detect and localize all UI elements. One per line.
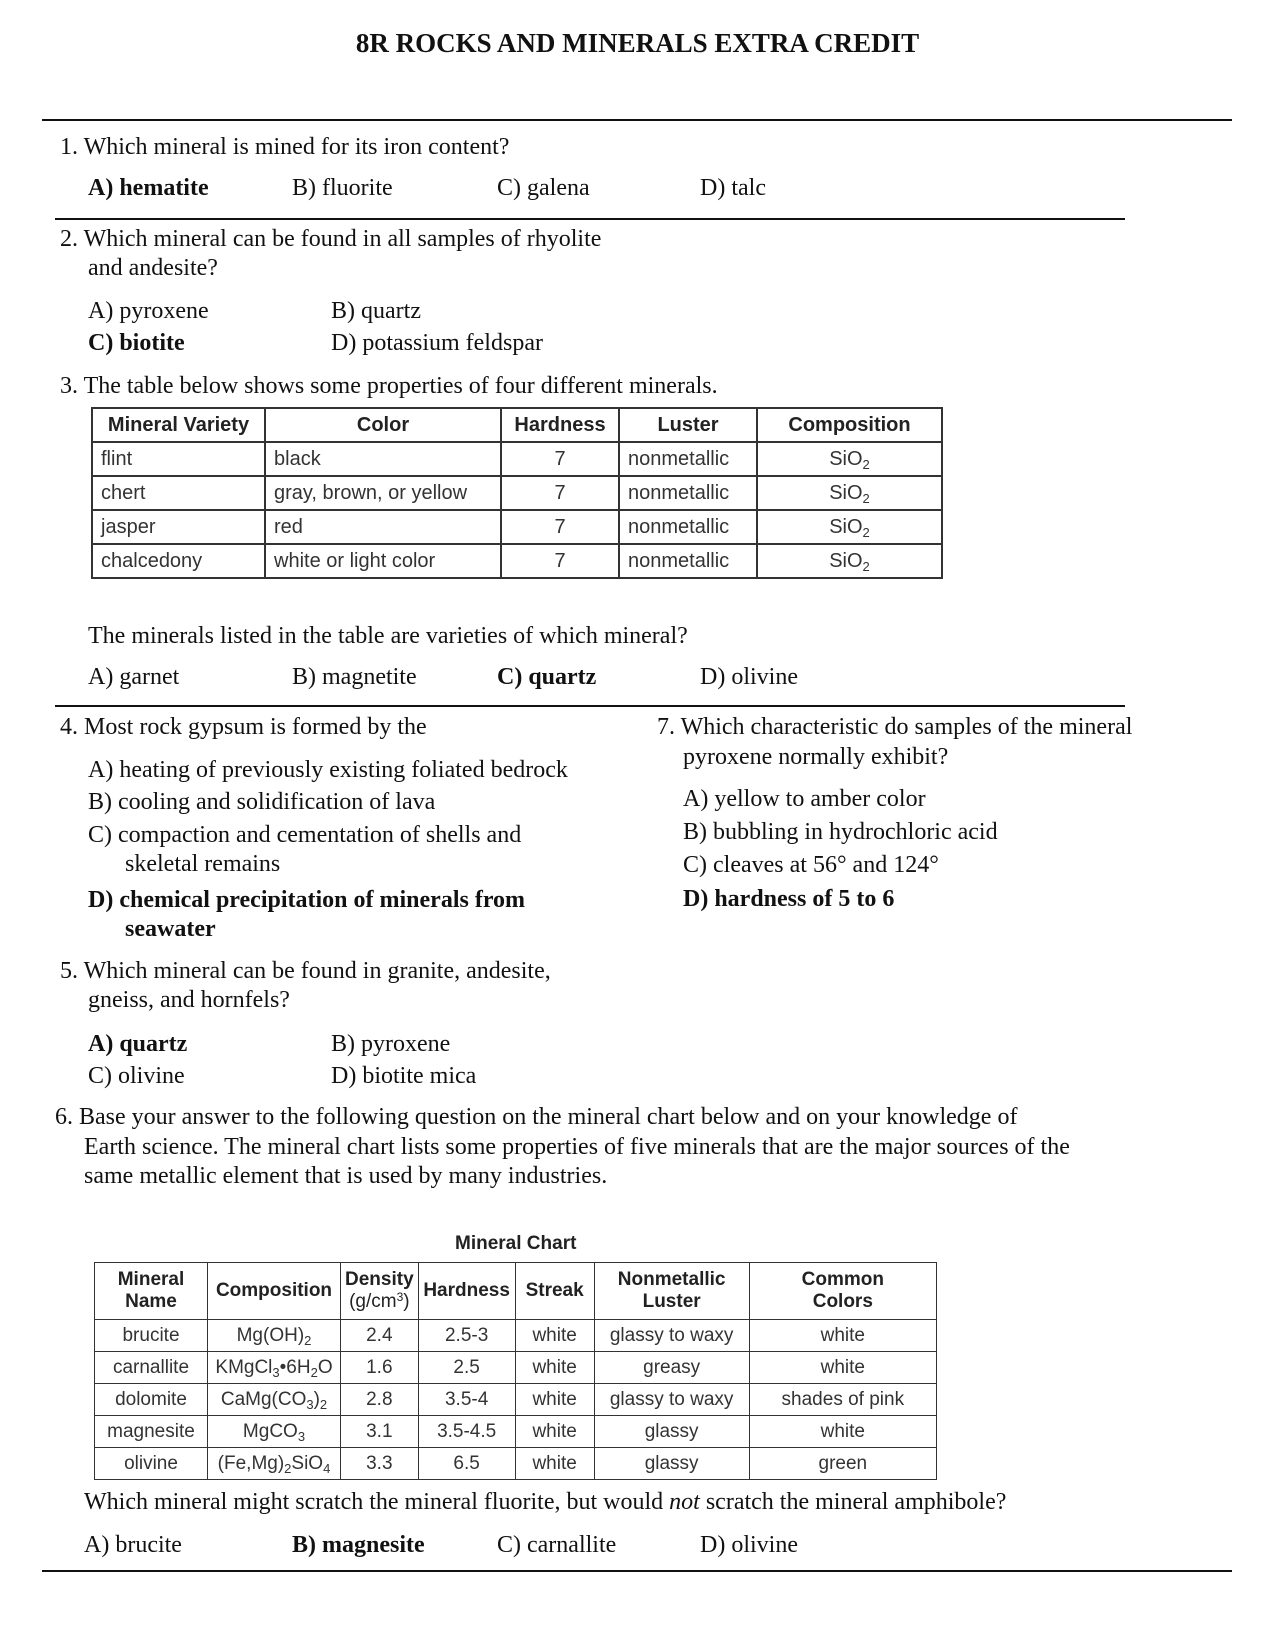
table-cell: SiO$_2$ bbox=[757, 442, 942, 476]
table-cell: black bbox=[265, 442, 501, 476]
table-cell: green bbox=[749, 1448, 936, 1480]
question-6-stem-line1: 6. Base your answer to the following question on the mineral chart below and on your knowledge of bbox=[55, 1104, 1018, 1130]
table-cell: 7 bbox=[501, 476, 619, 510]
table-header-row bbox=[92, 408, 942, 442]
table-cell: $Mg(OH)_2$ bbox=[208, 1320, 341, 1352]
followup-emphasis: not bbox=[669, 1489, 700, 1515]
table-cell: nonmetallic bbox=[619, 476, 757, 510]
table-cell: $(Fe,Mg)_2SiO_4$ bbox=[208, 1448, 341, 1480]
column-header: Mineral Variety bbox=[92, 408, 265, 442]
column-header: Composition bbox=[757, 408, 942, 442]
table-cell: glassy to waxy bbox=[594, 1384, 749, 1416]
q7-option-c[interactable]: C) cleaves at 56° and 124° bbox=[683, 852, 939, 878]
table-cell: $CaMg(CO_3)_2$ bbox=[208, 1384, 341, 1416]
table-cell: 3.5-4 bbox=[418, 1384, 515, 1416]
table-cell: white bbox=[749, 1352, 936, 1384]
table-cell: 7 bbox=[501, 442, 619, 476]
table-cell: white bbox=[749, 1320, 936, 1352]
q3-option-a[interactable]: A) garnet bbox=[88, 664, 180, 690]
table-header-row bbox=[95, 1263, 937, 1320]
q4-option-c-cont: skeletal remains bbox=[125, 851, 281, 877]
question-2-stem-line1: 2. Which mineral can be found in all samples of rhyolite bbox=[60, 226, 602, 252]
question-1-stem: 1. Which mineral is mined for its iron content? bbox=[60, 134, 510, 160]
table-cell: nonmetallic bbox=[619, 544, 757, 578]
column-header: Streak bbox=[515, 1263, 594, 1320]
table-cell: 2.8 bbox=[341, 1384, 419, 1416]
column-header: Color bbox=[265, 408, 501, 442]
table-cell: 3.1 bbox=[341, 1416, 419, 1448]
q4-option-d[interactable]: D) chemical precipitation of minerals from bbox=[88, 887, 526, 913]
table-cell: MgCO$_3$ bbox=[208, 1416, 341, 1448]
column-header: Nonmetallic Luster bbox=[594, 1263, 749, 1320]
table-cell: 1.6 bbox=[341, 1352, 419, 1384]
mineral-varieties-table bbox=[91, 407, 943, 579]
table-cell: olivine bbox=[95, 1448, 208, 1480]
q7-option-b[interactable]: B) bubbling in hydrochloric acid bbox=[683, 819, 998, 845]
q5-option-c[interactable]: C) olivine bbox=[88, 1063, 185, 1089]
table-cell: carnallite bbox=[95, 1352, 208, 1384]
question-4-stem: 4. Most rock gypsum is formed by the bbox=[60, 714, 427, 740]
table-cell: greasy bbox=[594, 1352, 749, 1384]
q1-option-a[interactable]: A) hematite bbox=[88, 175, 209, 201]
followup-text-b: scratch the mineral amphibole? bbox=[705, 1489, 1007, 1515]
column-header: Luster bbox=[619, 408, 757, 442]
q7-option-d[interactable]: D) hardness of 5 to 6 bbox=[683, 886, 895, 912]
table-cell: 3.5-4.5 bbox=[418, 1416, 515, 1448]
table-cell: white or light color bbox=[265, 544, 501, 578]
divider bbox=[55, 705, 1125, 707]
q2-option-d[interactable]: D) potassium feldspar bbox=[331, 330, 543, 356]
table-cell: nonmetallic bbox=[619, 510, 757, 544]
table-cell: gray, brown, or yellow bbox=[265, 476, 501, 510]
table-cell: SiO$_2$ bbox=[757, 510, 942, 544]
column-header: Hardness bbox=[418, 1263, 515, 1320]
q6-option-c[interactable]: C) carnallite bbox=[497, 1532, 617, 1558]
table-cell: $KMgCl_3•6H_2O$ bbox=[208, 1352, 341, 1384]
q3-option-d[interactable]: D) olivine bbox=[700, 664, 798, 690]
q3-option-b[interactable]: B) magnetite bbox=[292, 664, 417, 690]
column-header: Composition bbox=[208, 1263, 341, 1320]
table-cell: red bbox=[265, 510, 501, 544]
question-7-stem-line1: 7. Which characteristic do samples of the mineral bbox=[657, 714, 1133, 740]
column-header: Hardness bbox=[501, 408, 619, 442]
table-cell: 3.3 bbox=[341, 1448, 419, 1480]
table-cell: glassy bbox=[594, 1416, 749, 1448]
table-row bbox=[95, 1352, 937, 1384]
table-cell: glassy to waxy bbox=[594, 1320, 749, 1352]
q7-option-a[interactable]: A) yellow to amber color bbox=[683, 786, 926, 812]
page-title: 8R ROCKS AND MINERALS EXTRA CREDIT bbox=[355, 28, 920, 58]
table-cell: SiO$_2$ bbox=[757, 476, 942, 510]
q4-option-a[interactable]: A) heating of previously existing foliated bedrock bbox=[88, 757, 568, 783]
q4-option-d-cont: seawater bbox=[125, 916, 216, 942]
divider bbox=[42, 1570, 1232, 1572]
question-3-followup: The minerals listed in the table are varieties of which mineral? bbox=[88, 623, 688, 649]
q1-option-c[interactable]: C) galena bbox=[497, 175, 590, 201]
table-row bbox=[92, 510, 942, 544]
table-cell: 2.4 bbox=[341, 1320, 419, 1352]
question-6-stem-line2: Earth science. The mineral chart lists some properties of five minerals that are the major sources of the bbox=[84, 1134, 1070, 1160]
followup-text-a: Which mineral might scratch the mineral fluorite, but would bbox=[84, 1489, 664, 1515]
table-row bbox=[95, 1384, 937, 1416]
table-cell: white bbox=[515, 1384, 594, 1416]
column-header: Common Colors bbox=[749, 1263, 936, 1320]
table-cell: SiO$_2$ bbox=[757, 544, 942, 578]
table-cell: brucite bbox=[95, 1320, 208, 1352]
q4-option-c[interactable]: C) compaction and cementation of shells and bbox=[88, 822, 522, 848]
table-cell: shades of pink bbox=[749, 1384, 936, 1416]
q5-option-a[interactable]: A) quartz bbox=[88, 1031, 188, 1057]
q5-option-b[interactable]: B) pyroxene bbox=[331, 1031, 451, 1057]
table-cell: jasper bbox=[92, 510, 265, 544]
table-cell: white bbox=[515, 1320, 594, 1352]
q1-option-b[interactable]: B) fluorite bbox=[292, 175, 393, 201]
q5-option-d[interactable]: D) biotite mica bbox=[331, 1063, 477, 1089]
q2-option-a[interactable]: A) pyroxene bbox=[88, 298, 209, 324]
question-2-stem-line2: and andesite? bbox=[88, 255, 218, 281]
column-header: Density $(g/cm^3)$ bbox=[341, 1263, 419, 1320]
table-cell: 2.5 bbox=[418, 1352, 515, 1384]
chart-title: Mineral Chart bbox=[455, 1233, 577, 1254]
question-5-stem-line1: 5. Which mineral can be found in granite, andesite, bbox=[60, 958, 551, 984]
table-cell: white bbox=[749, 1416, 936, 1448]
question-5-stem-line2: gneiss, and hornfels? bbox=[88, 987, 290, 1013]
q2-option-c[interactable]: C) biotite bbox=[88, 330, 185, 356]
question-6-followup bbox=[84, 1488, 1006, 1517]
question-7-stem-line2: pyroxene normally exhibit? bbox=[683, 744, 949, 770]
table-cell: white bbox=[515, 1352, 594, 1384]
q6-option-b[interactable]: B) magnesite bbox=[292, 1532, 425, 1558]
q6-option-d[interactable]: D) olivine bbox=[700, 1532, 798, 1558]
table-row bbox=[92, 544, 942, 578]
table-row bbox=[95, 1416, 937, 1448]
q2-option-b[interactable]: B) quartz bbox=[331, 298, 421, 324]
table-cell: chert bbox=[92, 476, 265, 510]
table-cell: 6.5 bbox=[418, 1448, 515, 1480]
mineral-chart-table bbox=[94, 1262, 937, 1480]
table-row bbox=[95, 1320, 937, 1352]
table-cell: magnesite bbox=[95, 1416, 208, 1448]
divider bbox=[42, 119, 1232, 121]
q1-option-d[interactable]: D) talc bbox=[700, 175, 766, 201]
table-cell: glassy bbox=[594, 1448, 749, 1480]
question-6-stem-line3: same metallic element that is used by many industries. bbox=[84, 1163, 608, 1189]
table-cell: 2.5-3 bbox=[418, 1320, 515, 1352]
table-cell: white bbox=[515, 1448, 594, 1480]
table-row bbox=[92, 442, 942, 476]
q4-option-b[interactable]: B) cooling and solidification of lava bbox=[88, 789, 436, 815]
table-cell: nonmetallic bbox=[619, 442, 757, 476]
table-row bbox=[92, 476, 942, 510]
table-cell: 7 bbox=[501, 544, 619, 578]
table-cell: flint bbox=[92, 442, 265, 476]
question-3-stem: 3. The table below shows some properties of four different minerals. bbox=[60, 373, 718, 399]
table-cell: white bbox=[515, 1416, 594, 1448]
table-cell: 7 bbox=[501, 510, 619, 544]
table-cell: chalcedony bbox=[92, 544, 265, 578]
column-header: Mineral Name bbox=[95, 1263, 208, 1320]
table-cell: dolomite bbox=[95, 1384, 208, 1416]
divider bbox=[55, 218, 1125, 220]
q3-option-c[interactable]: C) quartz bbox=[497, 664, 597, 690]
q6-option-a[interactable]: A) brucite bbox=[84, 1532, 182, 1558]
table-row bbox=[95, 1448, 937, 1480]
